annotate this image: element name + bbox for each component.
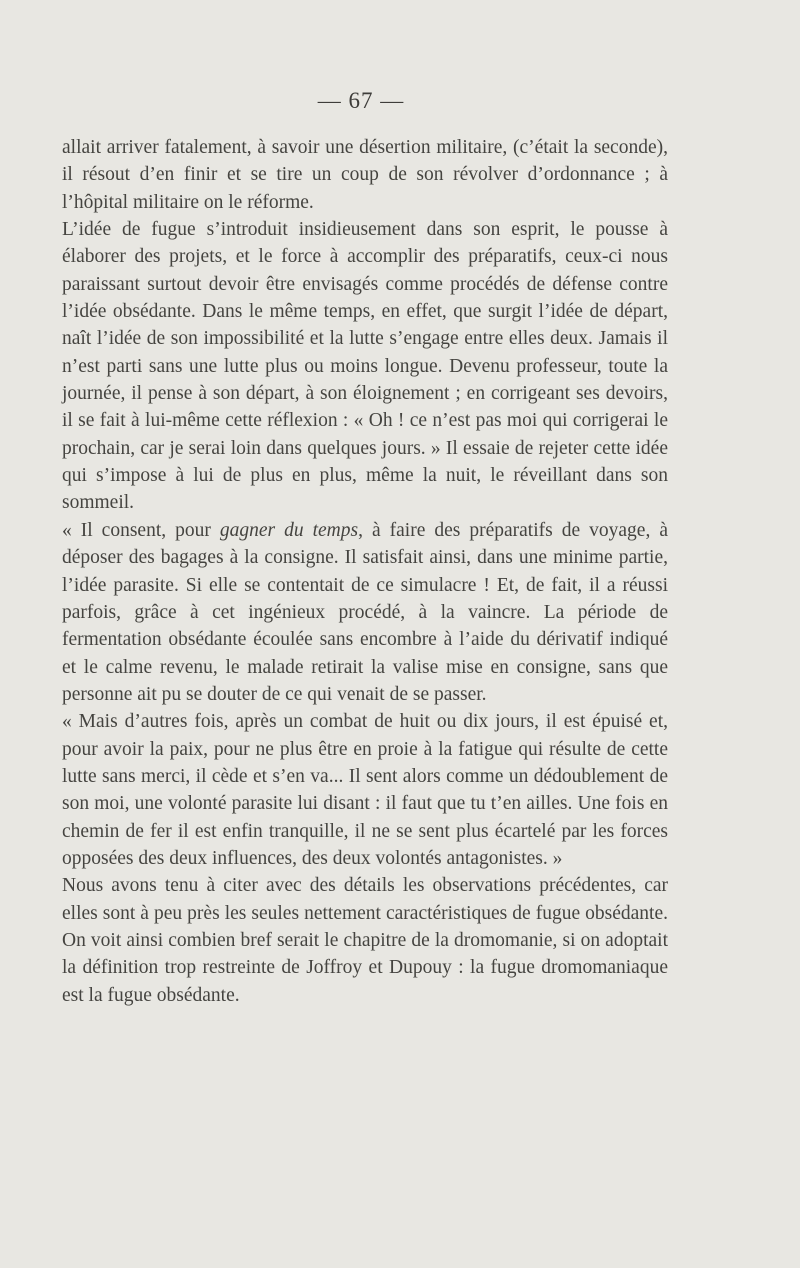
paragraph-text: « Il consent, pour [62,519,220,541]
italic-phrase: gagner du temps [219,519,359,541]
paragraph: Nous avons tenu à citer avec des détails les observations précédentes, car elles sont à peu près les seules nettement caractéristiques de fugue obsédante. On voit ainsi combien bref serait le chapitre de la dromomanie, si on adoptait la définition trop restreinte de Joffroy et Dupouy : la fugue dromomaniaque est la fugue obsédante. [62,875,668,1006]
paragraph [62,517,668,708]
paragraph: L’idée de fugue s’introduit insidieusement dans son esprit, le pousse à élaborer des projets, et le force à accomplir des préparatifs, ceux-ci nous paraissant surtout devoir être envisagés comme procédés de défense contre l’idée obsédante. Dans le même temps, en effet, que surgit l’idée de départ, naît l’idée de son impossibilité et la lutte s’engage entre elles deux. Jamais il n’est parti sans une lutte plus ou moins longue. Devenu professeur, toute la journée, il pense à son départ, à son éloignement ; en corrigeant ses devoirs, il se fait à lui-même cette réflexion : « Oh ! ce n’est pas moi qui corrigerai le prochain, car je serai loin dans quelques jours. » Il essaie de rejeter cette idée qui s’impose à lui de plus en plus, même la nuit, le réveillant dans son sommeil. [62,219,668,514]
paragraph: « Mais d’autres fois, après un combat de huit ou dix jours, il est épuisé et, pour avoir la paix, pour ne plus être en proie à la fatigue qui résulte de cette lutte sans merci, il cède et s’en va... Il sent alors comme un dédoublement de son moi, une volonté parasite lui disant : il faut que tu t’en ailles. Une fois en chemin de fer il est enfin tranquille, il ne se sent plus écartelé par les forces opposées des deux influences, des deux volontés antagonistes. » [62,711,668,869]
body-text [62,134,668,1009]
page-number: — 67 — [317,88,405,113]
paragraph: allait arriver fatalement, à savoir une désertion militaire, (c’était la seconde), il résout d’en finir et se tire un coup de son révolver d’ordonnance ; à l’hôpital militaire on le réforme. [62,137,668,213]
paragraph-text: , à faire des préparatifs de voyage, à déposer des bagages à la consigne. Il satisfait ainsi, dans une minime partie, l’idée parasite. Si elle se contentait de ce simulacre ! Et, de fait, il a réussi parfois, grâce à cet ingénieux procédé, à la vaincre. La période de fermentation obsédante écoulée sans encombre à l’aide du dérivatif indiqué et le calme revenu, le malade retirait la valise mise en consigne, sans que personne ait pu se douter de ce qui venait de se passer. [62,519,668,705]
